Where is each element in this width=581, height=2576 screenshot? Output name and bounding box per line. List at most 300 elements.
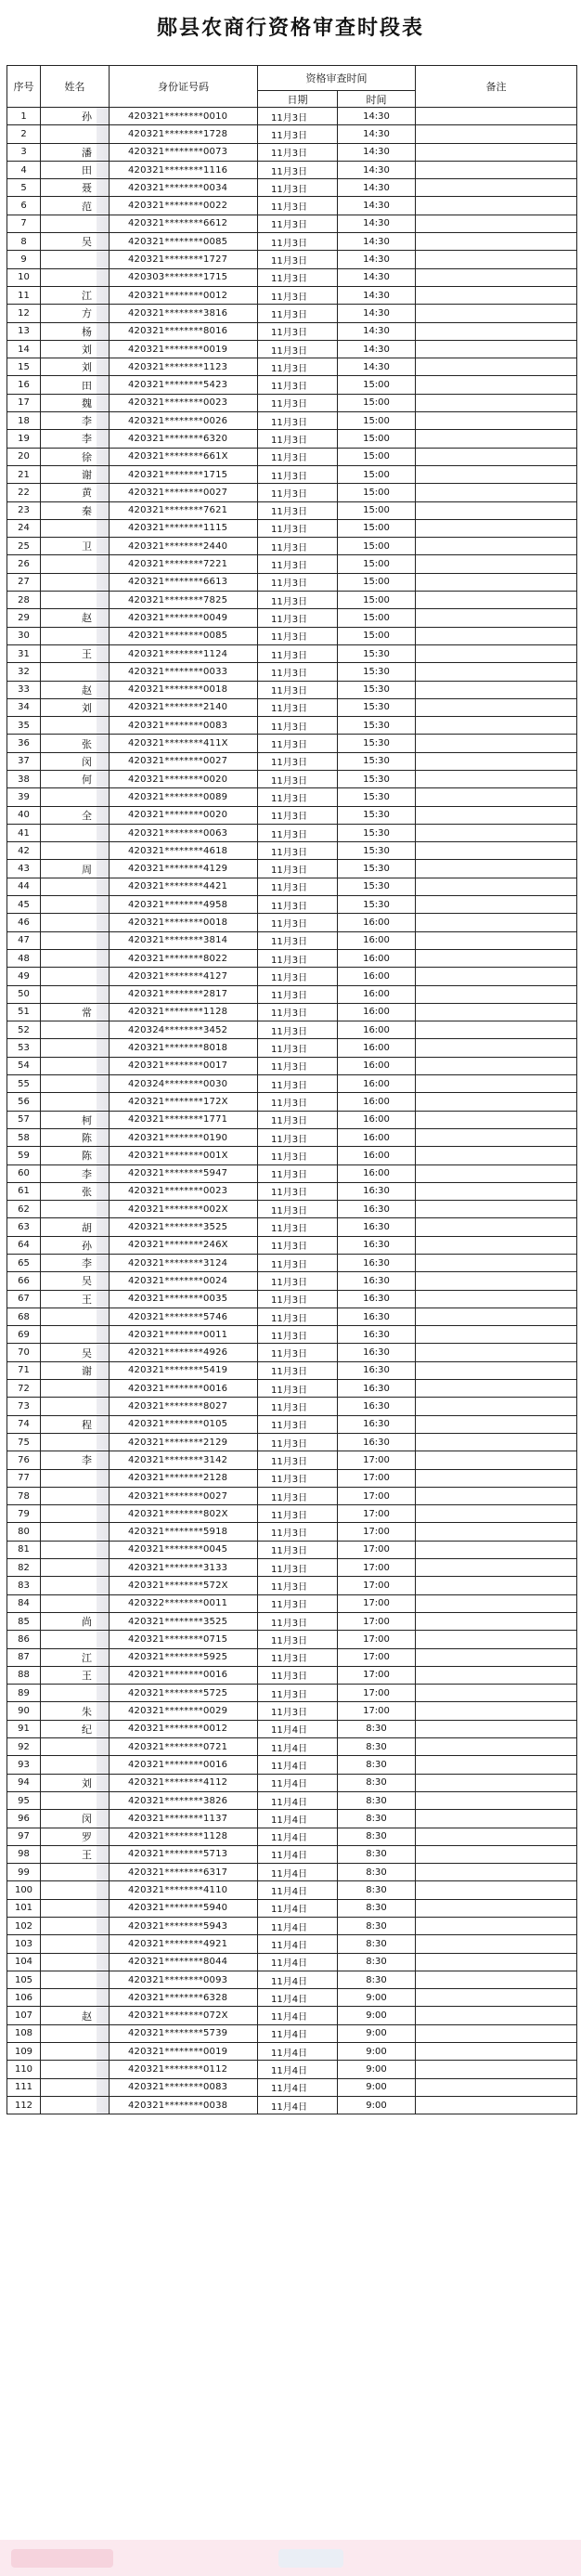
cell-time: 8:30 <box>338 1971 416 1988</box>
table-row <box>7 949 577 967</box>
redaction-blur <box>97 1201 110 1217</box>
cell-time: 15:00 <box>338 519 416 537</box>
cell-note <box>416 1255 577 1272</box>
cell-seq: 16 <box>7 376 41 394</box>
table-row <box>7 286 577 304</box>
cell-time: 17:00 <box>338 1523 416 1541</box>
cell-date: 11月3日 <box>258 394 338 411</box>
table-row <box>7 412 577 430</box>
cell-date: 11月3日 <box>258 931 338 949</box>
cell-date: 11月3日 <box>258 1631 338 1648</box>
redaction-blur <box>97 1667 110 1684</box>
cell-seq: 41 <box>7 824 41 841</box>
table-row <box>7 1057 577 1074</box>
cell-seq: 81 <box>7 1541 41 1558</box>
cell-note <box>416 1810 577 1828</box>
redaction-blur <box>97 1577 110 1594</box>
cell-seq: 66 <box>7 1272 41 1290</box>
cell-time: 16:00 <box>338 1147 416 1164</box>
cell-id: 420321********6612 <box>110 215 258 232</box>
cell-seq: 62 <box>7 1201 41 1218</box>
cell-date: 11月3日 <box>258 735 338 752</box>
cell-seq: 27 <box>7 573 41 591</box>
table-row <box>7 1039 577 1057</box>
cell-name <box>41 1415 110 1433</box>
cell-name <box>41 2043 110 2061</box>
cell-id: 420321********0019 <box>110 340 258 358</box>
cell-date: 11月3日 <box>258 949 338 967</box>
table-row <box>7 1290 577 1308</box>
cell-id: 420321********8016 <box>110 322 258 340</box>
redaction-blur <box>97 1828 110 1845</box>
cell-time: 16:30 <box>338 1361 416 1379</box>
cell-id: 420321********3142 <box>110 1451 258 1469</box>
cell-date: 11月3日 <box>258 1541 338 1558</box>
cell-id: 420321********0016 <box>110 1756 258 1774</box>
cell-time: 14:30 <box>338 215 416 232</box>
redaction-blur <box>97 1004 110 1021</box>
cell-name <box>41 197 110 215</box>
name-text: 周 <box>82 863 92 876</box>
cell-note <box>416 1685 577 1702</box>
cell-name <box>41 1469 110 1487</box>
cell-note <box>416 251 577 268</box>
cell-id: 420321********5943 <box>110 1917 258 1934</box>
table-row <box>7 305 577 322</box>
cell-name <box>41 1093 110 1111</box>
table-row <box>7 430 577 448</box>
name-text: 吴 <box>82 1347 92 1360</box>
cell-name <box>41 251 110 268</box>
cell-id: 420321********5419 <box>110 1361 258 1379</box>
table-row <box>7 233 577 251</box>
cell-time: 16:00 <box>338 949 416 967</box>
cell-note <box>416 1989 577 2007</box>
cell-time: 15:00 <box>338 448 416 465</box>
cell-id: 420321********6328 <box>110 1989 258 2007</box>
cell-seq: 86 <box>7 1631 41 1648</box>
cell-name <box>41 2024 110 2042</box>
redaction-blur <box>97 878 110 895</box>
cell-note <box>416 644 577 662</box>
cell-time: 15:30 <box>338 752 416 770</box>
redaction-blur <box>97 1954 110 1971</box>
cell-time: 9:00 <box>338 2061 416 2078</box>
table-row <box>7 1577 577 1594</box>
redaction-blur <box>97 502 110 519</box>
cell-name <box>41 985 110 1003</box>
cell-date: 11月4日 <box>258 1953 338 1971</box>
cell-name <box>41 2007 110 2024</box>
cell-seq: 84 <box>7 1594 41 1612</box>
cell-date: 11月4日 <box>258 1810 338 1828</box>
cell-time: 16:30 <box>338 1218 416 1236</box>
cell-id: 420321********0016 <box>110 1666 258 1684</box>
cell-name <box>41 2061 110 2078</box>
page-title: 郧县农商行资格审查时段表 <box>156 16 424 40</box>
cell-seq: 100 <box>7 1881 41 1899</box>
cell-seq: 106 <box>7 1989 41 2007</box>
cell-time: 14:30 <box>338 179 416 197</box>
cell-time: 17:00 <box>338 1469 416 1487</box>
cell-note <box>416 1738 577 1756</box>
cell-name <box>41 698 110 716</box>
cell-seq: 74 <box>7 1415 41 1433</box>
table-row <box>7 251 577 268</box>
redaction-blur <box>97 1846 110 1863</box>
cell-id: 420321********3814 <box>110 931 258 949</box>
cell-time: 15:30 <box>338 806 416 824</box>
table-row <box>7 1774 577 1791</box>
cell-date: 11月3日 <box>258 1075 338 1093</box>
cell-note <box>416 627 577 644</box>
cell-note <box>416 1326 577 1344</box>
redaction-blur <box>97 1649 110 1666</box>
cell-note <box>416 1594 577 1612</box>
table-row <box>7 1594 577 1612</box>
cell-seq: 77 <box>7 1469 41 1487</box>
cell-name <box>41 663 110 681</box>
cell-seq: 58 <box>7 1128 41 1146</box>
cell-seq: 56 <box>7 1093 41 1111</box>
cell-time: 16:30 <box>338 1290 416 1308</box>
cell-note <box>416 1469 577 1487</box>
cell-date: 11月3日 <box>258 824 338 841</box>
cell-name <box>41 305 110 322</box>
cell-date: 11月3日 <box>258 842 338 860</box>
cell-id: 420321********3124 <box>110 1255 258 1272</box>
table-row <box>7 108 577 125</box>
cell-note <box>416 1003 577 1021</box>
cell-note <box>416 2096 577 2114</box>
cell-seq: 55 <box>7 1075 41 1093</box>
cell-seq: 80 <box>7 1523 41 1541</box>
cell-seq: 5 <box>7 179 41 197</box>
cell-id: 420321********4112 <box>110 1774 258 1791</box>
cell-name <box>41 1774 110 1791</box>
cell-seq: 75 <box>7 1433 41 1451</box>
cell-name <box>41 484 110 501</box>
table-row <box>7 1756 577 1774</box>
redaction-blur <box>97 1380 110 1397</box>
cell-note <box>416 752 577 770</box>
cell-date: 11月3日 <box>258 501 338 519</box>
cell-time: 15:00 <box>338 573 416 591</box>
cell-time: 8:30 <box>338 1917 416 1934</box>
cell-date: 11月3日 <box>258 1594 338 1612</box>
cell-name <box>41 376 110 394</box>
cell-time: 17:00 <box>338 1559 416 1577</box>
cell-id: 420324********3452 <box>110 1021 258 1039</box>
table-row <box>7 1415 577 1433</box>
cell-date: 11月3日 <box>258 538 338 555</box>
cell-name <box>41 143 110 161</box>
cell-note <box>416 2043 577 2061</box>
cell-note <box>416 1577 577 1594</box>
redaction-blur <box>97 1775 110 1791</box>
table-row <box>7 268 577 286</box>
cell-time: 15:30 <box>338 860 416 878</box>
cell-seq: 49 <box>7 968 41 985</box>
cell-name <box>41 555 110 573</box>
header-time-group: 资格审查时间 <box>258 66 416 91</box>
cell-seq: 102 <box>7 1917 41 1934</box>
cell-note <box>416 1953 577 1971</box>
cell-name <box>41 1398 110 1415</box>
redaction-blur <box>97 699 110 716</box>
cell-seq: 15 <box>7 358 41 376</box>
cell-seq: 25 <box>7 538 41 555</box>
name-text: 刘 <box>82 344 92 356</box>
cell-name <box>41 1864 110 1881</box>
cell-date: 11月4日 <box>258 2061 338 2078</box>
cell-note <box>416 1398 577 1415</box>
table-row <box>7 1344 577 1361</box>
cell-name <box>41 322 110 340</box>
cell-date: 11月3日 <box>258 519 338 537</box>
cell-id: 420321********0010 <box>110 108 258 125</box>
cell-time: 16:30 <box>338 1326 416 1344</box>
cell-name <box>41 1845 110 1863</box>
cell-note <box>416 1828 577 1845</box>
cell-date: 11月3日 <box>258 1182 338 1200</box>
cell-seq: 57 <box>7 1111 41 1128</box>
cell-note <box>416 914 577 931</box>
name-text: 王 <box>82 648 92 661</box>
cell-name <box>41 931 110 949</box>
cell-date: 11月3日 <box>258 1380 338 1398</box>
cell-note <box>416 2061 577 2078</box>
cell-date: 11月3日 <box>258 806 338 824</box>
table-row <box>7 1021 577 1039</box>
redaction-blur <box>97 2061 110 2077</box>
redaction-blur <box>97 269 110 286</box>
cell-name <box>41 878 110 895</box>
cell-date: 11月3日 <box>258 1021 338 1039</box>
cell-seq: 93 <box>7 1756 41 1774</box>
table-row <box>7 1523 577 1541</box>
table-row <box>7 1075 577 1093</box>
table-row <box>7 573 577 591</box>
redaction-blur <box>97 1523 110 1540</box>
name-text: 赵 <box>82 683 92 696</box>
cell-id: 420321********5940 <box>110 1899 258 1917</box>
name-text: 江 <box>82 290 92 303</box>
cell-time: 8:30 <box>338 1881 416 1899</box>
table-row <box>7 394 577 411</box>
cell-seq: 73 <box>7 1398 41 1415</box>
cell-id: 420321********1128 <box>110 1003 258 1021</box>
cell-name <box>41 1255 110 1272</box>
cell-name <box>41 1182 110 1200</box>
cell-date: 11月3日 <box>258 358 338 376</box>
cell-seq: 45 <box>7 896 41 914</box>
cell-seq: 28 <box>7 592 41 609</box>
watermark-blur <box>11 2549 113 2568</box>
cell-id: 420321********4127 <box>110 968 258 985</box>
cell-time: 8:30 <box>338 1864 416 1881</box>
cell-id: 420321********4421 <box>110 878 258 895</box>
cell-time: 16:30 <box>338 1255 416 1272</box>
table-row <box>7 1828 577 1845</box>
table-row <box>7 340 577 358</box>
cell-seq: 54 <box>7 1057 41 1074</box>
cell-name <box>41 394 110 411</box>
table-row <box>7 2078 577 2096</box>
cell-id: 420321********4618 <box>110 842 258 860</box>
cell-name <box>41 161 110 178</box>
cell-id: 420321********002X <box>110 1201 258 1218</box>
redaction-blur <box>97 628 110 644</box>
cell-seq: 68 <box>7 1308 41 1325</box>
cell-date: 11月3日 <box>258 1648 338 1666</box>
cell-time: 9:00 <box>338 2096 416 2114</box>
cell-name <box>41 1738 110 1756</box>
cell-time: 14:30 <box>338 143 416 161</box>
table-row <box>7 519 577 537</box>
cell-date: 11月3日 <box>258 1398 338 1415</box>
cell-id: 420321********8027 <box>110 1398 258 1415</box>
redaction-blur <box>97 807 110 824</box>
cell-note <box>416 1666 577 1684</box>
cell-id: 420321********0083 <box>110 2078 258 2096</box>
cell-seq: 47 <box>7 931 41 949</box>
cell-date: 11月4日 <box>258 1935 338 1953</box>
cell-note <box>416 735 577 752</box>
cell-seq: 6 <box>7 197 41 215</box>
cell-seq: 48 <box>7 949 41 967</box>
cell-name <box>41 2096 110 2114</box>
table-row <box>7 681 577 698</box>
cell-date: 11月3日 <box>258 179 338 197</box>
cell-time: 15:00 <box>338 627 416 644</box>
cell-date: 11月3日 <box>258 1111 338 1128</box>
cell-time: 16:30 <box>338 1380 416 1398</box>
cell-date: 11月3日 <box>258 573 338 591</box>
cell-id: 420321********4958 <box>110 896 258 914</box>
table-row <box>7 1433 577 1451</box>
cell-note <box>416 1756 577 1774</box>
cell-seq: 42 <box>7 842 41 860</box>
name-text: 陈 <box>82 1132 92 1145</box>
cell-date: 11月3日 <box>258 896 338 914</box>
cell-name <box>41 179 110 197</box>
cell-date: 11月3日 <box>258 1164 338 1182</box>
cell-seq: 82 <box>7 1559 41 1577</box>
cell-seq: 53 <box>7 1039 41 1057</box>
name-text: 李 <box>82 1167 92 1180</box>
cell-note <box>416 1864 577 1881</box>
table-row <box>7 735 577 752</box>
cell-date: 11月3日 <box>258 1666 338 1684</box>
cell-date: 11月4日 <box>258 1864 338 1881</box>
redaction-blur <box>97 144 110 161</box>
table-row <box>7 1255 577 1272</box>
cell-date: 11月3日 <box>258 1003 338 1021</box>
cell-note <box>416 340 577 358</box>
cell-name <box>41 1685 110 1702</box>
table-row <box>7 1272 577 1290</box>
table-row <box>7 1236 577 1254</box>
redaction-blur <box>97 1613 110 1630</box>
cell-time: 8:30 <box>338 1756 416 1774</box>
cell-name <box>41 806 110 824</box>
cell-name <box>41 1899 110 1917</box>
cell-seq: 24 <box>7 519 41 537</box>
cell-id: 420321********7825 <box>110 592 258 609</box>
cell-seq: 13 <box>7 322 41 340</box>
cell-note <box>416 1774 577 1791</box>
redaction-blur <box>97 1416 110 1433</box>
name-text: 王 <box>82 1848 92 1861</box>
table-body <box>7 108 577 2114</box>
cell-note <box>416 949 577 967</box>
cell-seq: 32 <box>7 663 41 681</box>
cell-id: 420321********0715 <box>110 1631 258 1648</box>
cell-time: 14:30 <box>338 305 416 322</box>
cell-time: 9:00 <box>338 2043 416 2061</box>
table-row <box>7 770 577 787</box>
cell-time: 8:30 <box>338 1953 416 1971</box>
cell-name <box>41 770 110 787</box>
table-row <box>7 1666 577 1684</box>
name-text: 吴 <box>82 236 92 249</box>
cell-name <box>41 896 110 914</box>
cell-note <box>416 1487 577 1504</box>
cell-id: 420321********8018 <box>110 1039 258 1057</box>
redaction-blur <box>97 1434 110 1451</box>
cell-note <box>416 1344 577 1361</box>
cell-date: 11月3日 <box>258 233 338 251</box>
cell-date: 11月4日 <box>258 1917 338 1934</box>
cell-seq: 107 <box>7 2007 41 2024</box>
cell-seq: 112 <box>7 2096 41 2114</box>
cell-seq: 39 <box>7 788 41 806</box>
cell-name <box>41 125 110 143</box>
cell-id: 420321********661X <box>110 448 258 465</box>
redaction-blur <box>97 197 110 214</box>
cell-id: 420321********2817 <box>110 985 258 1003</box>
table-row <box>7 1128 577 1146</box>
cell-time: 16:00 <box>338 1128 416 1146</box>
cell-id: 420321********0019 <box>110 2043 258 2061</box>
cell-note <box>416 465 577 483</box>
cell-time: 16:30 <box>338 1344 416 1361</box>
redaction-blur <box>97 1810 110 1827</box>
cell-name <box>41 1935 110 1953</box>
redaction-blur <box>97 1971 110 1988</box>
cell-name <box>41 519 110 537</box>
cell-id: 420321********4921 <box>110 1935 258 1953</box>
name-text: 潘 <box>82 146 92 159</box>
cell-time: 15:30 <box>338 770 416 787</box>
cell-seq: 87 <box>7 1648 41 1666</box>
cell-name <box>41 1111 110 1128</box>
cell-note <box>416 717 577 735</box>
table-row <box>7 627 577 644</box>
redaction-blur <box>97 395 110 411</box>
table-row <box>7 1953 577 1971</box>
table-row <box>7 1685 577 1702</box>
cell-time: 14:30 <box>338 340 416 358</box>
name-text: 徐 <box>82 450 92 463</box>
cell-note <box>416 215 577 232</box>
cell-seq: 98 <box>7 1845 41 1863</box>
cell-time: 17:00 <box>338 1451 416 1469</box>
cell-date: 11月3日 <box>258 1093 338 1111</box>
cell-id: 420321********1124 <box>110 644 258 662</box>
cell-name <box>41 430 110 448</box>
